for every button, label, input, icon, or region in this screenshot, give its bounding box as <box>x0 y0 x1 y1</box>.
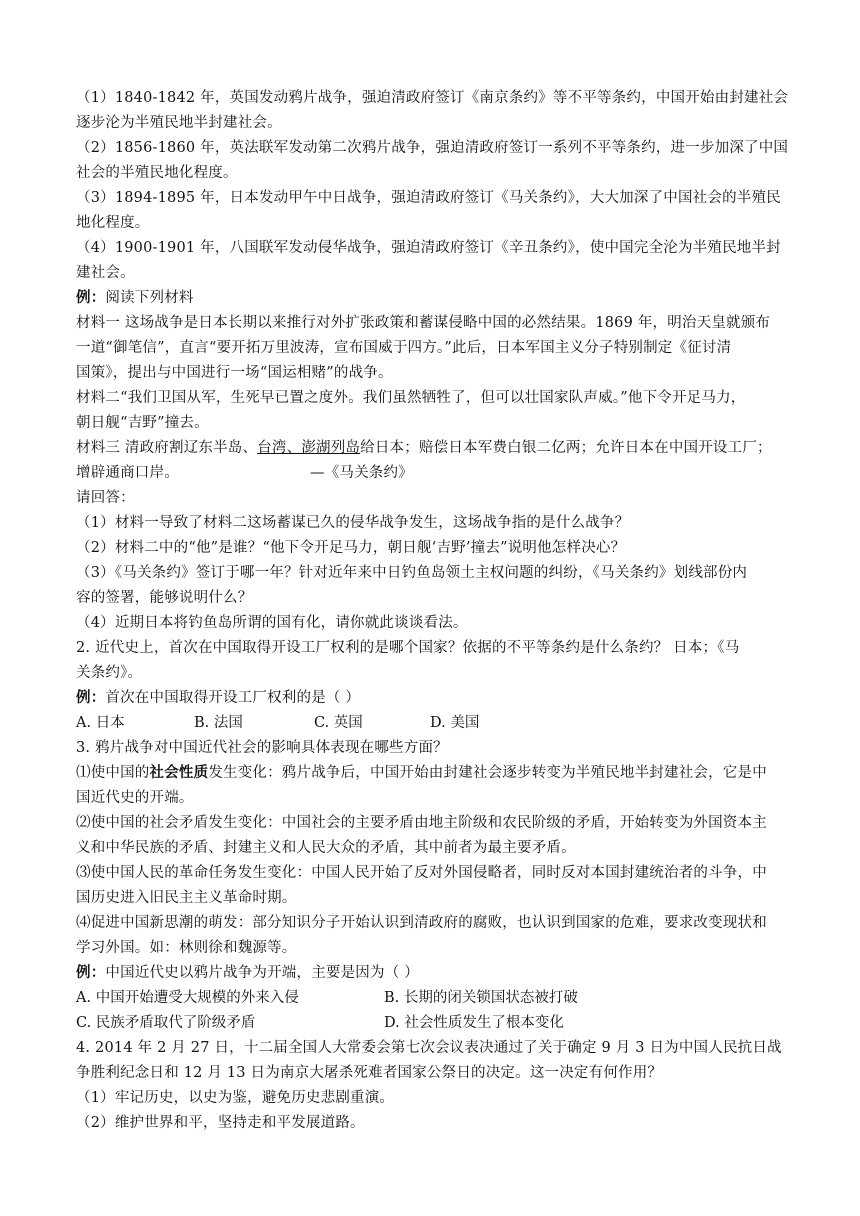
example-text: 阅读下列材料 <box>105 290 194 306</box>
q2-option-d: D. 美国 <box>430 715 480 731</box>
material-3-line-2: 增辟通商口岸。 <box>76 465 179 481</box>
question-3-line-1: （3）《马关条约》签订于哪一年？针对近年来中日钓鱼岛领土主权问题的纠纷，《马关条约》划线部份内 <box>76 565 748 581</box>
q3-point-2-line-2: 义和中华民族的矛盾、封建主义和人民大众的矛盾，其中前者为最主要矛盾。 <box>76 840 576 856</box>
q2-option-c: C. 英国 <box>314 715 363 731</box>
q3-option-c: C. 民族矛盾取代了阶级矛盾 <box>76 1015 256 1031</box>
item-1-line-1: （1）1840-1842 年，英国发动鸦片战争，强迫清政府签订《南京条约》等不平等条约，中国开始由封建社会 <box>76 90 789 106</box>
example-label: 例： <box>76 689 106 706</box>
q4-answer-2: （2）维护世界和平，坚持走和平发展道路。 <box>76 1115 365 1131</box>
q4-line-1: 4. 2014 年 2 月 27 日，十二届全国人大常委会第七次会议表决通过了关于确定 9 月 3 日为中国人民抗日战 <box>76 1040 782 1056</box>
item-1-line-2: 逐步沦为半殖民地半封建社会。 <box>76 115 282 131</box>
item-4-line-2: 建社会。 <box>76 265 135 281</box>
q3-point-3-line-1: ⑶使中国人民的革命任务发生变化：中国人民开始了反对外国侵略者，同时反对本国封建统治者的斗争，中 <box>76 865 767 881</box>
q3-title: 3. 鸦片战争对中国近代社会的影响具体表现在哪些方面？ <box>76 740 448 756</box>
question-2: （2）材料二中的“他”是谁？“他下令开足马力，朝日舰‘吉野’撞去”说明他怎样决心？ <box>76 540 626 556</box>
material-3-source: —《马关条约》 <box>310 465 413 481</box>
material-1-line-2: 一道“御笔信”，直言“要开拓万里波涛，宣布国威于四方。”此后，日本军国主义分子特别制定《征讨清 <box>76 340 732 356</box>
question-1: （1）材料一导致了材料二这场蓄谋已久的侵华战争发生，这场战争指的是什么战争？ <box>76 515 630 531</box>
q3-example <box>76 963 419 983</box>
q3-option-b: B. 长期的闭关锁国状态被打破 <box>384 990 578 1006</box>
answer-prompt: 请回答： <box>76 490 135 506</box>
item-2-line-1: （2）1856-1860 年，英法联军发动第二次鸦片战争，强迫清政府签订一系列不平等条约，进一步加深了中国 <box>76 140 789 156</box>
material-2-line-2: 朝日舰“吉野”撞去。 <box>76 415 209 431</box>
example-text: 中国近代史以鸦片战争为开端，主要是因为（ ） <box>105 965 419 981</box>
example-1-heading <box>76 288 194 308</box>
q3-point-3-line-2: 国历史进入旧民主主义革命时期。 <box>76 890 297 906</box>
q4-answer-1: （1）牢记历史，以史为鉴，避免历史悲剧重演。 <box>76 1090 395 1106</box>
q3-point-1-bold: 社会性质 <box>149 764 209 781</box>
q3-option-a: A. 中国开始遭受大规模的外来入侵 <box>76 990 299 1006</box>
example-label: 例： <box>76 964 106 981</box>
q2-line-1: 2. 近代史上，首次在中国取得开设工厂权利的是哪个国家？依据的不平等条约是什么条约？ 日本；《马 <box>76 640 740 656</box>
material-3-part-a: 材料三 清政府割辽东半岛、 <box>76 440 258 456</box>
q2-option-b: B. 法国 <box>194 715 243 731</box>
item-4-line-1: （4）1900-1901 年，八国联军发动侵华战争，强迫清政府签订《辛丑条约》，使中国完全沦为半殖民地半封 <box>76 240 781 256</box>
question-4: （4）近期日本将钓鱼岛所谓的国有化，请你就此谈谈看法。 <box>76 615 468 631</box>
q3-point-4-line-1: ⑷促进中国新思潮的萌发：部分知识分子开始认识到清政府的腐败，也认识到国家的危难，要求改变现状和 <box>76 915 767 931</box>
example-label: 例： <box>76 289 106 306</box>
material-2-line-1: 材料二“我们卫国从军，生死早已置之度外。我们虽然牺牲了，但可以壮国家队声威。”他下令开足马力， <box>76 390 746 406</box>
q2-option-a: A. 日本 <box>76 715 125 731</box>
question-3-line-2: 容的签署，能够说明什么？ <box>76 590 253 606</box>
q3-point-2-line-1: ⑵使中国的社会矛盾发生变化：中国社会的主要矛盾由地主阶级和农民阶级的矛盾，开始转变为外国资本主 <box>76 815 767 831</box>
item-3-line-1: （3）1894-1895 年，日本发动甲午中日战争，强迫清政府签订《马关条约》，大大加深了中国社会的半殖民 <box>76 190 781 206</box>
example-text: 首次在中国取得开设工厂权利的是（ ） <box>105 690 361 706</box>
item-3-line-2: 地化程度。 <box>76 215 150 231</box>
q3-point-1-line-2: 国近代史的开端。 <box>76 790 194 806</box>
q3-point-1-prefix: ⑴使中国的 <box>76 765 150 781</box>
q2-example <box>76 688 360 708</box>
material-1-line-1: 材料一 这场战争是日本长期以来推行对外扩张政策和蓄谋侵略中国的必然结果。1869 年，明治天皇就颁布 <box>76 315 771 331</box>
q4-line-2: 争胜利纪念日和 12 月 13 日为南京大屠杀死难者国家公祭日的决定。这一决定有何作用？ <box>76 1065 663 1081</box>
q3-point-1-line-1 <box>76 763 767 783</box>
q2-line-2: 关条约》。 <box>76 665 143 681</box>
q3-option-d: D. 社会性质发生了根本变化 <box>384 1015 564 1031</box>
material-3-part-b: 给日本；赔偿日本军费白银二亿两；允许日本在中国开设工厂； <box>360 440 772 456</box>
item-2-line-2: 社会的半殖民地化程度。 <box>76 165 238 181</box>
underlined-territory: 台湾、澎湖列岛 <box>257 440 361 456</box>
material-1-line-3: 国策》，提出与中国进行一场“国运相赌”的战争。 <box>76 365 393 381</box>
material-3-line-1 <box>76 438 772 458</box>
q3-point-1-rest: 发生变化：鸦片战争后，中国开始由封建社会逐步转变为半殖民地半封建社会，它是中 <box>208 765 767 781</box>
q3-point-4-line-2: 学习外国。如：林则徐和魏源等。 <box>76 940 297 956</box>
